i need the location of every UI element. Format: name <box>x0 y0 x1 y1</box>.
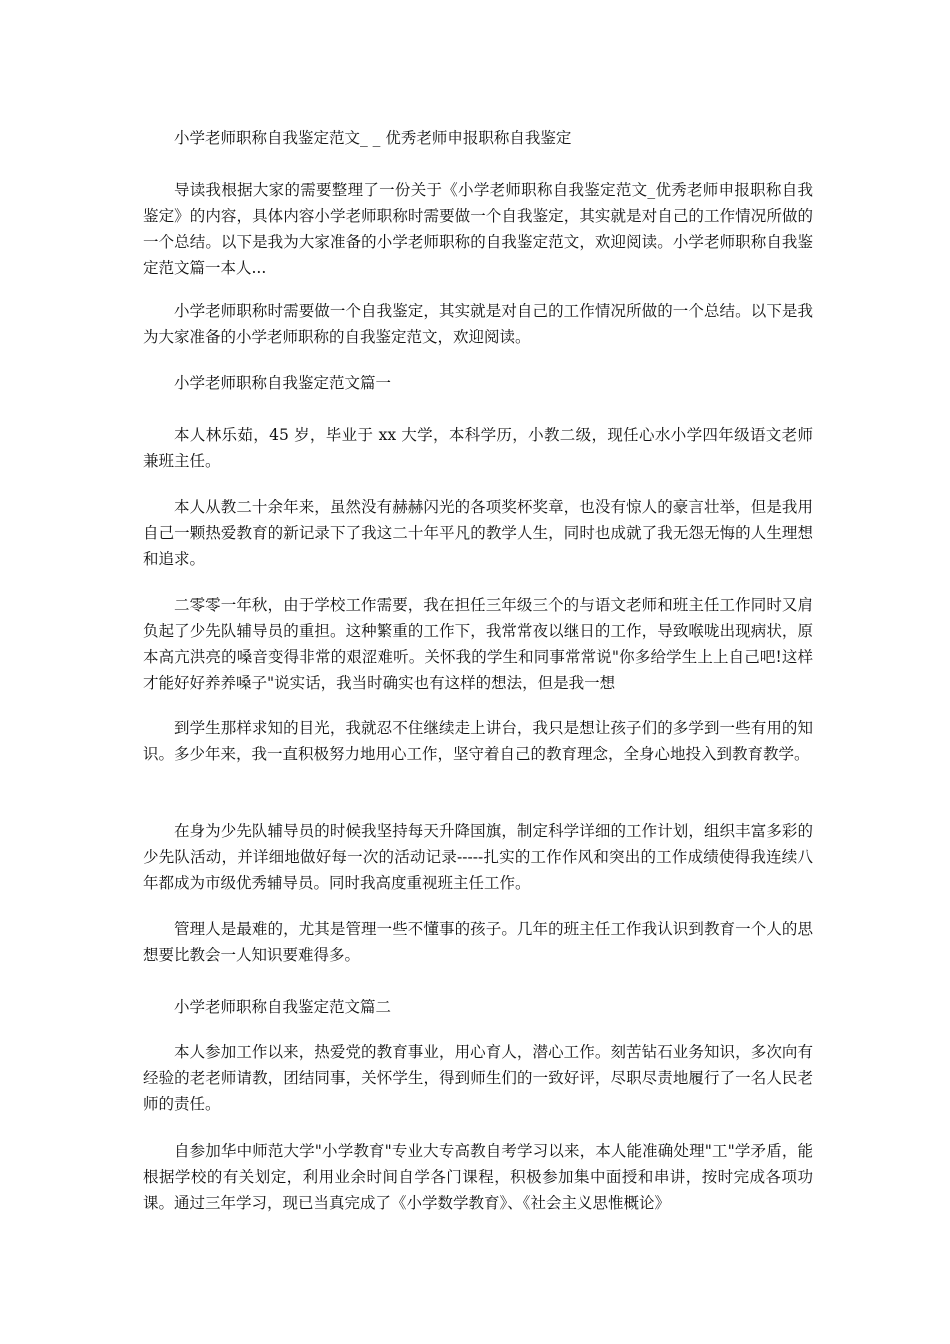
paragraph: 管理人是最难的，尤其是管理一些不懂事的孩子。几年的班主任工作我认识到教育一个人的思想要比教会一人知识要难得多。 <box>143 920 813 964</box>
paragraph: 本人参加工作以来，热爱党的教育事业，用心育人，潜心工作。刻苦钻石业务知识，多次向有经验的老老师请教，团结同事，关怀学生，得到师生们的一致好评，尽职尽责地履行了一名人民老师的责任。 <box>143 1043 813 1113</box>
paragraph: 在身为少先队辅导员的时候我坚持每天升降国旗，制定科学详细的工作计划，组织丰富多彩的少先队活动，并详细地做好每一次的活动记录-----扎实的工作作风和突出的工作成绩使得我连续八年都成为市级优秀辅导员。同时我高度重视班主任工作。 <box>143 822 813 892</box>
intro-paragraph: 导读我根据大家的需要整理了一份关于《小学老师职称自我鉴定范文_优秀老师申报职称自我鉴定》的内容，具体内容小学老师职称时需要做一个自我鉴定，其实就是对自己的工作情况所做的一个总结。以下是我为大家准备的小学老师职称的自我鉴定范文，欢迎阅读。小学老师职称自我鉴定范文篇一本人... <box>143 181 813 277</box>
paragraph: 到学生那样求知的目光，我就忍不住继续走上讲台，我只是想让孩子们的多学到一些有用的知识。多少年来，我一直积极努力地用心工作，坚守着自己的教育理念，全身心地投入到教育教学。 <box>143 719 813 763</box>
paragraph: 小学老师职称时需要做一个自我鉴定，其实就是对自己的工作情况所做的一个总结。以下是我为大家准备的小学老师职称的自我鉴定范文，欢迎阅读。 <box>143 302 813 346</box>
section-heading-2: 小学老师职称自我鉴定范文篇二 <box>174 998 392 1016</box>
section-heading-1: 小学老师职称自我鉴定范文篇一 <box>174 374 392 392</box>
paragraph: 本人林乐茹，45 岁，毕业于 xx 大学，本科学历，小教二级，现任心水小学四年级语文老师兼班主任。 <box>143 426 813 470</box>
paragraph: 二零零一年秋，由于学校工作需要，我在担任三年级三个的与语文老师和班主任工作同时又肩负起了少先队辅导员的重担。这种繁重的工作下，我常常夜以继日的工作，导致喉咙出现病状，原本高亢洪亮的嗓音变得非常的艰涩难听。关怀我的学生和同事常常说"你多给学生上上自己吧!这样才能好好养养嗓子"说实话，我当时确实也有这样的想法，但是我一想 <box>143 596 813 692</box>
document-title: 小学老师职称自我鉴定范文_ _ 优秀老师申报职称自我鉴定 <box>174 129 572 147</box>
paragraph: 本人从教二十余年来，虽然没有赫赫闪光的各项奖杯奖章，也没有惊人的豪言壮举，但是我用自己一颗热爱教育的新记录下了我这二十年平凡的教学人生，同时也成就了我无怨无悔的人生理想和追求。 <box>143 498 813 568</box>
paragraph: 自参加华中师范大学"小学教育"专业大专高教自考学习以来，本人能准确处理"工"学矛盾，能根据学校的有关划定，利用业余时间自学各门课程，积极参加集中面授和串讲，按时完成各项功课。通过三年学习，现已当真完成了《小学数学教育》、《社会主义思惟概论》 <box>143 1142 813 1212</box>
